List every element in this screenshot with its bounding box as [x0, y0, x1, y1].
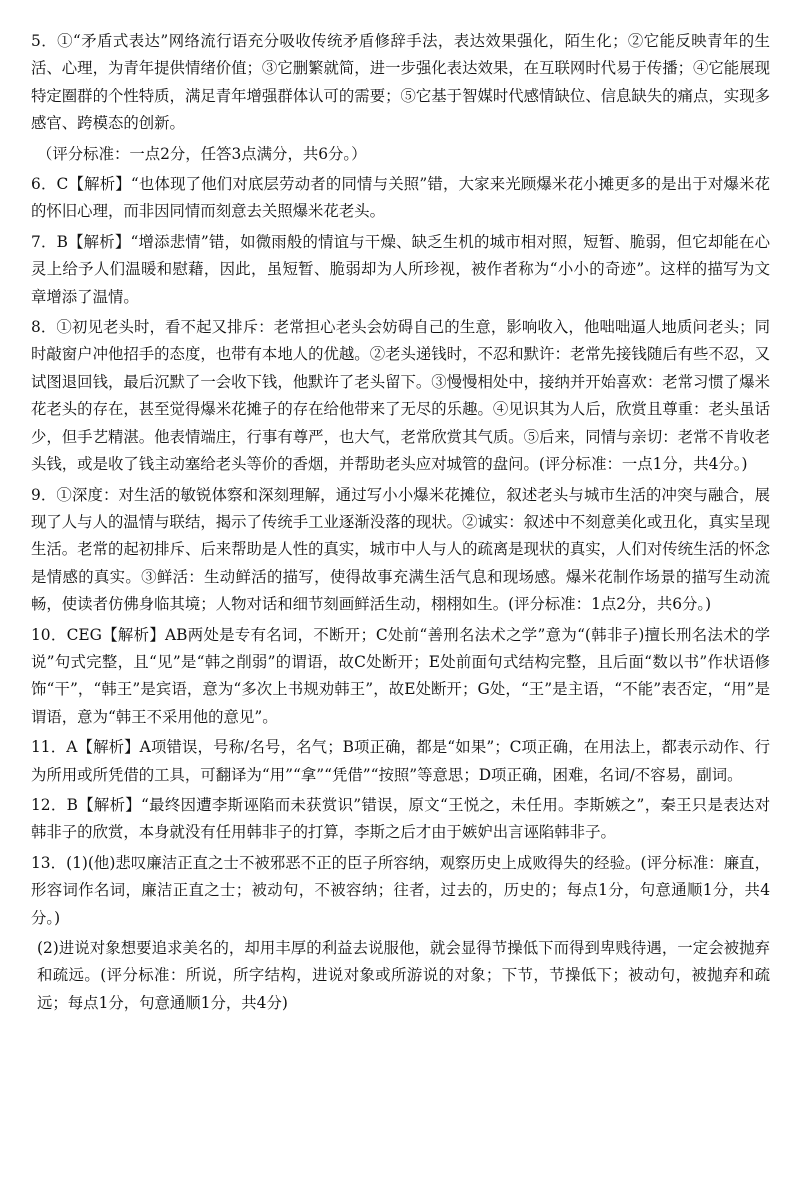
answer-8: 8．①初见老头时，看不起又排斥：老常担心老头会妨碍自己的生意，影响收入，他咄咄逼人地质问老头；同时敲窗户冲他招手的态度，也带有本地人的优越。②老头递钱时，不忍和默许：老常先接钱随后有些不忍，又试图退回钱，最后沉默了一会收下钱，他默许了老头留下。③慢慢相处中，接纳并开始喜欢：老常习惯了爆米花老头的存在，甚至觉得爆米花摊子的存在给他带来了无尽的乐趣。④见识其为人后，欣赏且尊重：老头虽话少，但手艺精湛。他表情端庄，行事有尊严，也大气，老常欣赏其气质。⑤后来，同情与亲切：老常不肯收老头钱，或是收了钱主动塞给老头等价的香烟，并帮助老头应对城管的盘问。(评分标准：一点1分，共4分。) [31, 318, 770, 474]
answer-12: 12．B【解析】“最终因遭李斯诬陷而未获赏识”错误，原文“王悦之，未任用。李斯嫉之”，秦王只是表达对韩非子的欣赏，本身就没有任用韩非子的打算，李斯之后才由于嫉妒出言诬陷韩非子。 [31, 795, 770, 842]
answer-13-part-2: (2)进说对象想要追求美名的，却用丰厚的利益去说服他，就会显得节操低下而得到卑贱待遇，一定会被抛弃和疏远。(评分标准：所说，所字结构，进说对象或所游说的对象；下节，节操低下；被动句，被抛弃和疏远；每点1分，句意通顺1分，共4分) [37, 939, 770, 1012]
answer-11: 11．A【解析】A项错误，号称/名号，名气；B项正确，都是“如果”；C项正确，在用法上，都表示动作、行为所用或所凭借的工具，可翻译为“用”“拿”“凭借”“按照”等意思；D项正确，困难，名词/不容易，副词。 [31, 738, 770, 784]
answer-10: 10．CEG【解析】AB两处是专有名词，不断开；C处前“善刑名法术之学”意为“(韩非子)擅长刑名法术的学说”句式完整，且“见”是“韩之削弱”的谓语，故C处断开；E处前面句式结构完整，且后面“数以书”作状语修饰“干”，“韩王”是宾语，意为“多次上书规劝韩王”，故E处断开；G处，“王”是主语，“不能”表否定，“用”是谓语，意为“韩王不采用他的意见”。 [31, 625, 770, 726]
answer-7: 7．B【解析】“增添悲情”错，如微雨般的情谊与干燥、缺乏生机的城市相对照，短暂、脆弱，但它却能在心灵上给予人们温暖和慰藉，因此，虽短暂、脆弱却为人所珍视，被作者称为“小小的奇迹”。这样的描写为文章增添了温情。 [31, 232, 770, 306]
answer-5: 5．①“矛盾式表达”网络流行语充分吸收传统矛盾修辞手法，表达效果强化，陌生化；②它能反映青年的生活、心理，为青年提供情绪价值；③它删繁就简，进一步强化表达效果，在互联网时代易于传播；④它能展现特定圈群的个性特质，满足青年增强群体认可的需要；⑤它基于智媒时代感情缺位、信息缺失的痛点，实现多感官、跨模态的创新。 [31, 32, 770, 133]
answer-9: 9．①深度：对生活的敏锐体察和深刻理解，通过写小小爆米花摊位，叙述老头与城市生活的冲突与融合，展现了人与人的温情与联结，揭示了传统手工业逐渐没落的现状。②诚实：叙述中不刻意美化或丑化，真实呈现生活。老常的起初排斥、后来帮助是人性的真实，城市中人与人的疏离是现状的真实，人们对传统生活的怀念是情感的真实。③鲜活：生动鲜活的描写，使得故事充满生活气息和现场感。爆米花制作场景的描写生动流畅，使读者仿佛身临其境；人物对话和细节刻画鲜活生动，栩栩如生。(评分标准：1点2分，共6分。) [31, 485, 770, 614]
answer-5-scoring: （评分标准：一点2分，任答3点满分，共6分。） [37, 144, 367, 163]
answer-6: 6．C【解析】“也体现了他们对底层劳动者的同情与关照”错，大家来光顾爆米花小摊更多的是出于对爆米花的怀旧心理，而非因同情而刻意去关照爆米花老头。 [31, 175, 770, 221]
answer-13-part-1: 13．(1)(他)悲叹廉洁正直之士不被邪恶不正的臣子所容纳，观察历史上成败得失的经验。(评分标准：廉直，形容词作名词，廉洁正直之士；被动句，不被容纳；往者，过去的，历史的；每点1分，句意通顺1分，共4分。) [31, 853, 770, 927]
